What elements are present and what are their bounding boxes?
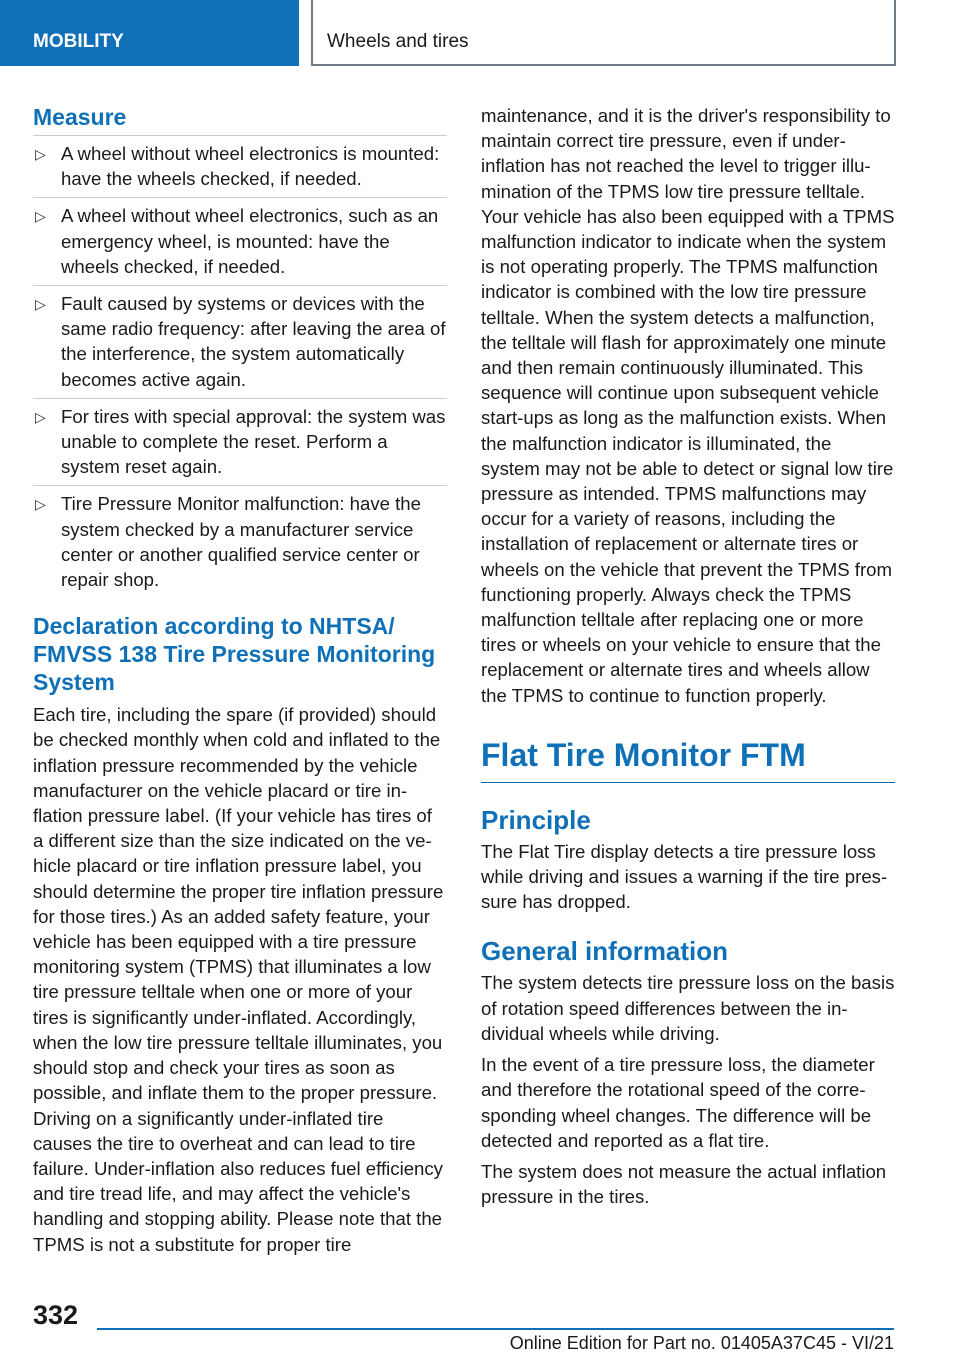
- declaration-paragraph: Each tire, including the spare (if provided) should be checked monthly when cold and inflated to the inflation pressure recommended by the vehicle manufacturer on the vehicle placard or tire inflation pressure label. (If your vehicle has tires of a different size than the size indicated on the vehicle placard or tire inflation pressure label, you should determine the proper tire inflation pressure for those tires.) As an added safety feature, your vehicle has been equipped with a tire pressure monitoring system (TPMS) that illuminates a low tire pressure telltale when one or more of your tires is significantly under-inflated. Accordingly, when the low tire pressure telltale illuminates, you should stop and check your tires as soon as possible, and inflate them to the proper pressure. Driving on a significantly under-inflated tire causes the tire to overheat and can lead to tire failure. Under-inflation also reduces fuel efficiency and tire tread life, and may affect the vehicle's handling and stopping ability. Please note that the TPMS is not a substitute for proper tire: [33, 704, 444, 1255]
- triangle-right-outline-icon: ▷: [35, 296, 46, 313]
- measure-list: [33, 135, 447, 598]
- triangle-right-outline-icon: ▷: [35, 496, 46, 513]
- list-item: ▷ A wheel without wheel electronics is mounted: have the wheels checked, if needed.: [33, 135, 447, 197]
- principle-heading: Principle: [481, 804, 591, 835]
- footer-divider: [97, 1328, 894, 1330]
- list-item: ▷ Tire Pressure Monitor malfunction: have the system checked by a manufacturer service center or another qualified service center or repair shop.: [33, 485, 447, 598]
- general-paragraph-1: The system detects tire pressure loss on the basis of rotation speed differences between the individual wheels while driving.: [481, 972, 895, 1044]
- triangle-right-outline-icon: ▷: [35, 408, 46, 425]
- general-paragraph-2: In the event of a tire pressure loss, the diameter and therefore the rotational speed of the corresponding wheel changes. The difference will be detected and reported as a flat tire.: [481, 1054, 875, 1151]
- general-paragraph-3: The system does not measure the actual inflation pressure in the tires.: [481, 1160, 887, 1208]
- right-column: [481, 103, 895, 1209]
- page-number: 332: [33, 1300, 79, 1330]
- list-item: ▷ A wheel without wheel electronics, such as an emergency wheel, is mounted: have the wheels checked, if needed.: [33, 197, 447, 285]
- list-item: ▷ Fault caused by systems or devices with the same radio frequency: after leaving the area of the interference, the system automatically becomes active again.: [33, 285, 447, 398]
- chapter-title: Wheels and tires: [311, 0, 896, 66]
- continuation-paragraph: maintenance, and it is the driver's responsibility to maintain correct tire pressure, even if underinflation has not reached the level to trigger illumination of the TPMS low tire pressure telltale. Your vehicle has also been equipped with a TPMS malfunction indicator to indicate when the system is not operating properly. The TPMS malfunction indicator is combined with the low tire pressure telltale. When the system detects a malfunction, the telltale will flash for approximately one minute and then remain continuously illuminated. This sequence will continue upon subsequent vehicle start-ups as long as the malfunction exists. When the malfunction indicator is illuminated, the system may not be able to detect or signal low tire pressure as intended. TPMS malfunctions may occur for a variety of reasons, including the installation of replacement or alternate tires or wheels on the vehicle that prevent the TPMS from functioning properly. Always check the TPMS malfunction telltale after replacing one or more tires or wheels on your vehicle to ensure that the replacement or alternate tires and wheels allow the TPMS to continue to function properly.: [481, 105, 895, 706]
- ftm-heading: Flat Tire Monitor FTM: [481, 736, 895, 783]
- measure-heading: Measure: [33, 104, 127, 130]
- triangle-right-outline-icon: ▷: [35, 208, 46, 225]
- triangle-right-outline-icon: ▷: [35, 146, 46, 162]
- section-tab: MOBILITY: [0, 0, 299, 66]
- general-information-heading: General information: [481, 936, 729, 967]
- edition-text: Online Edition for Part no. 01405A37C45 - VI/21: [509, 1333, 894, 1353]
- declaration-heading: Declaration according to NHTSA/ FMVSS 138 Tire Pressure Monitoring System: [33, 613, 436, 696]
- left-column: [33, 100, 447, 1257]
- list-item: ▷ For tires with special approval: the system was unable to complete the reset. Perform a system reset again.: [33, 398, 447, 486]
- page-header: [0, 0, 960, 66]
- principle-paragraph: The Flat Tire display detects a tire pressure loss while driving and issues a warning if the tire pressure has dropped.: [481, 840, 888, 913]
